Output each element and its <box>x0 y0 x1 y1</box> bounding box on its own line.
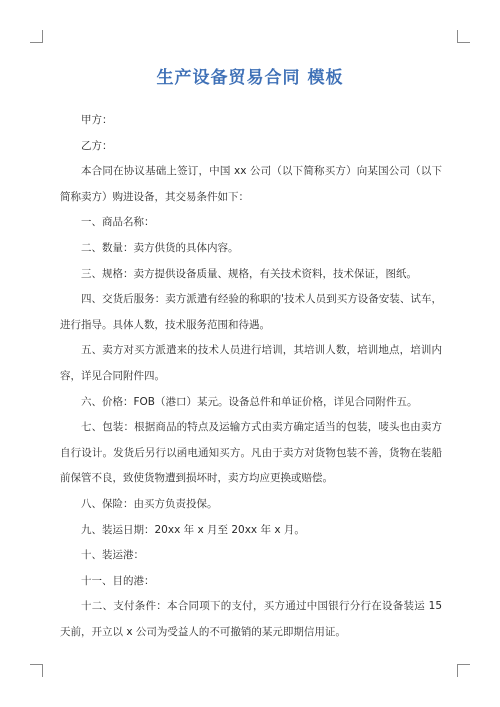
paragraph-clause-8: 八、保险：由买方负责投保。 <box>81 497 218 510</box>
page-corner-mark-bottom-right <box>457 664 470 677</box>
page-corner-mark-bottom-left <box>30 664 43 677</box>
paragraph-clause-4: 四、交货后服务：卖方派遣有经验的称职的'技术人员到买方设备安装、试车，进行指导。具体人数，技术服务范围和待遇。 <box>60 293 442 331</box>
paragraph-clause-5: 五、卖方对买方派遣来的技术人员进行培训，其培训人数，培训地点，培训内容，详见合同附件四。 <box>60 344 442 382</box>
document-title: 生产设备贸易合同 模板 <box>156 68 344 88</box>
paragraph-clause-6: 六、价格：FOB（港口）某元。设备总件和单证价格，详见合同附件五。 <box>81 395 418 408</box>
paragraph-clause-7: 七、包装：根据商品的特点及运输方式由卖方确定适当的包装，唛头也由卖方自行设计。发货后另行以函电通知买方。凡由于卖方对货物包装不善，货物在装船前保管不良，致使货物遭到损坏时，卖方均应更换或赔偿。 <box>60 421 442 485</box>
paragraph-clause-11: 十一、目的港： <box>81 574 155 587</box>
paragraph-clause-9: 九、装运日期：20xx 年 x 月至 20xx 年 x 月。 <box>81 523 305 536</box>
document-body <box>60 108 442 645</box>
paragraph-party-b: 乙方： <box>81 139 113 152</box>
paragraph-clause-3: 三、规格：卖方提供设备质量、规格，有关技术资料，技术保证，图纸。 <box>81 267 417 280</box>
paragraph-clause-10: 十、装运港： <box>81 549 144 562</box>
paragraph-preamble: 本合同在协议基础上签订，中国 xx 公司（以下简称买方）向某国公司（以下简称卖方）购进设备，其交易条件如下： <box>60 165 442 203</box>
page-corner-mark-top-right <box>457 30 470 43</box>
paragraph-clause-1: 一、商品名称： <box>81 216 155 229</box>
page-corner-mark-top-left <box>30 30 43 43</box>
paragraph-party-a: 甲方： <box>81 114 113 126</box>
paragraph-clause-12: 十二、支付条件：本合同项下的支付，买方通过中国银行分行在设备装运 15 天前，开立以 x 公司为受益人的不可撤销的某元即期信用证。 <box>60 600 442 638</box>
paragraph-clause-2: 二、数量：卖方供货的具体内容。 <box>81 241 239 254</box>
